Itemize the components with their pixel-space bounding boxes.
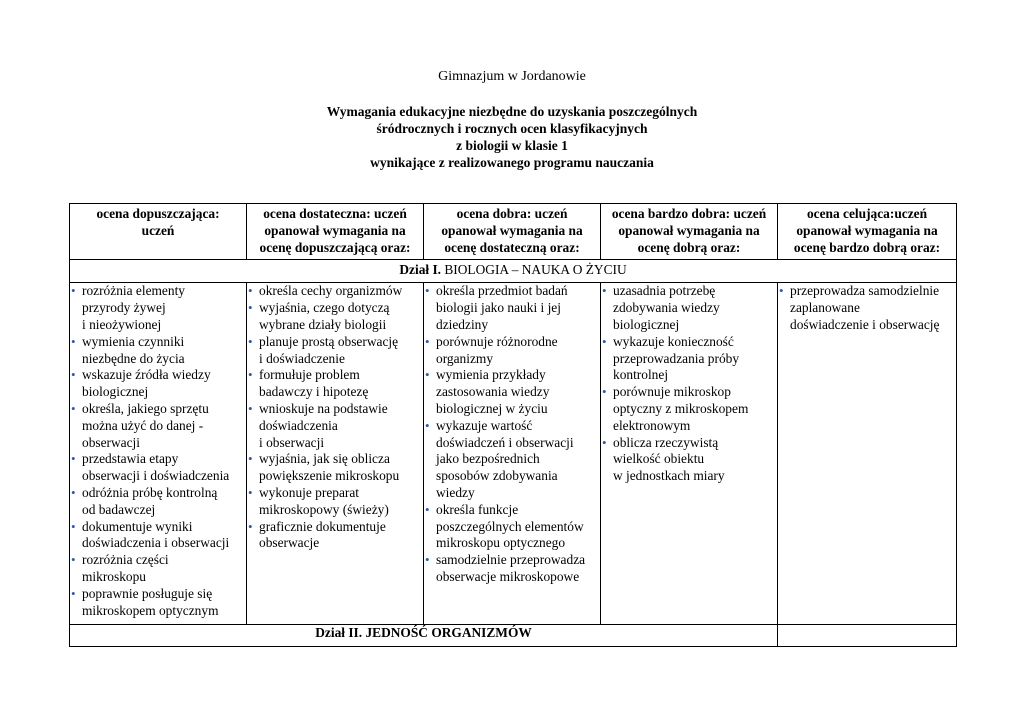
requirement-item: [247, 367, 423, 401]
requirement-text: uzasadnia potrzebę zdobywania wiedzy biologicznej: [613, 283, 720, 332]
bullet-icon: •: [71, 552, 76, 568]
bullet-icon: •: [71, 484, 76, 500]
bullet-icon: •: [71, 333, 76, 349]
requirements-cell-bardzo-dobra: [601, 283, 778, 625]
requirement-item: [601, 435, 777, 485]
requirement-text: porównuje mikroskop optyczny z mikroskopem elektronowym: [613, 384, 749, 433]
section-title-2: [70, 625, 778, 647]
requirement-text: wnioskuje na podstawie doświadczenia i obserwacji: [259, 400, 388, 450]
requirement-text: dokumentuje wyniki doświadczenia i obserwacji: [82, 518, 230, 551]
requirement-item: [70, 367, 246, 401]
requirements-list: [601, 283, 777, 485]
requirement-item: [424, 367, 600, 417]
requirement-item: [247, 401, 423, 451]
requirement-text: porównuje różnorodne organizmy: [436, 333, 558, 366]
bullet-icon: •: [248, 300, 253, 316]
section-title-text: BIOLOGIA – NAUKA O ŻYCIU: [444, 262, 627, 278]
bullet-icon: •: [425, 333, 430, 349]
requirements-list: [778, 283, 956, 333]
heading-line: śródrocznych i rocznych ocen klasyfikacyjnych: [376, 121, 648, 136]
requirement-item: [424, 334, 600, 368]
bullet-icon: •: [248, 400, 253, 416]
requirement-text: rozróżnia części mikroskopu: [82, 552, 169, 584]
section-title-1: [70, 260, 957, 283]
requirements-list: [70, 283, 246, 619]
bullet-icon: •: [248, 518, 253, 534]
requirement-text: wyjaśnia, czego dotyczą wybrane działy biologii: [259, 300, 390, 332]
requirement-text: przedstawia etapy obserwacji i doświadczenia: [82, 451, 230, 484]
header-row: [70, 204, 957, 260]
section-row: [70, 260, 957, 283]
bullet-icon: •: [248, 484, 253, 500]
section-prefix: Dział II.: [315, 625, 363, 641]
bullet-icon: •: [248, 283, 253, 299]
bullet-icon: •: [602, 434, 607, 450]
bullet-icon: •: [71, 283, 76, 299]
requirement-item: [70, 283, 246, 333]
requirement-text: oblicza rzeczywistą wielkość obiektu w jednostkach miary: [613, 434, 725, 484]
bullet-icon: •: [602, 333, 607, 349]
requirement-item: [424, 502, 600, 552]
column-header-bardzo-dobra: [601, 204, 778, 260]
requirement-text: wskazuje źródła wiedzy biologicznej: [82, 367, 211, 400]
requirement-text: określa, jakiego sprzętu można użyć do danej - obserwacji: [82, 400, 209, 450]
bullet-icon: •: [71, 451, 76, 467]
requirements-list: [424, 283, 600, 585]
column-header-dopuszczajaca: [70, 204, 247, 260]
requirements-list: [247, 283, 423, 552]
column-header-text: ocena dobra: uczeń opanował wymagania na ocenę dostateczną oraz:: [441, 206, 583, 255]
column-header-dostateczna: [247, 204, 424, 260]
requirement-item: [778, 283, 956, 333]
requirement-item: [247, 334, 423, 368]
requirement-item: [601, 384, 777, 434]
requirement-text: odróżnia próbę kontrolną od badawczej: [82, 484, 218, 517]
heading-line: z biologii w klasie 1: [456, 138, 568, 153]
column-header-text: ocena celująca:uczeń opanował wymagania na ocenę bardzo dobrą oraz:: [793, 206, 941, 255]
column-header-text: ocena dostateczna: uczeń opanował wymagania na ocenę dopuszczającą oraz:: [259, 206, 411, 255]
bullet-icon: •: [248, 333, 253, 349]
requirements-row: [70, 283, 957, 625]
requirement-text: formułuje problem badawczy i hipotezę: [259, 367, 369, 400]
requirement-item: [247, 519, 423, 553]
column-header-text: ocena dopuszczająca: uczeń: [96, 206, 220, 238]
heading-line: Wymagania edukacyjne niezbędne do uzyskania poszczególnych: [326, 104, 698, 119]
school-name: Gimnazjum w Jordanowie: [438, 69, 586, 84]
requirement-item: [424, 552, 600, 586]
column-header-dobra: [424, 204, 601, 260]
requirement-item: [601, 334, 777, 384]
requirement-text: wymienia przykłady zastosowania wiedzy biologicznej w życiu: [436, 367, 550, 416]
section-row: [70, 625, 957, 647]
bullet-icon: •: [71, 518, 76, 534]
requirement-item: [70, 451, 246, 485]
requirements-cell-dopuszczajaca: [70, 283, 247, 625]
bullet-icon: •: [425, 283, 430, 299]
bullet-icon: •: [425, 501, 430, 517]
requirement-item: [70, 519, 246, 553]
requirement-item: [247, 300, 423, 334]
requirement-text: wymienia czynniki niezbędne do życia: [82, 333, 185, 366]
bullet-icon: •: [71, 367, 76, 383]
requirement-item: [70, 334, 246, 368]
requirement-text: samodzielnie przeprowadza obserwacje mikroskopowe: [436, 552, 586, 584]
requirement-text: wykazuje wartość doświadczeń i obserwacji jako bezpośrednich sposobów zdobywania wiedzy: [436, 417, 574, 500]
bullet-icon: •: [779, 283, 784, 299]
requirements-table: [69, 203, 957, 647]
section-title-text: JEDNOŚĆ ORGANIZMÓW: [365, 625, 532, 641]
requirement-item: [247, 283, 423, 300]
requirement-text: przeprowadza samodzielnie zaplanowane doświadczenie i obserwację: [790, 283, 940, 332]
requirement-item: [424, 418, 600, 502]
requirement-item: [70, 401, 246, 451]
requirement-text: rozróżnia elementy przyrody żywej i nieożywionej: [82, 283, 185, 332]
requirements-cell-dostateczna: [247, 283, 424, 625]
requirement-item: [70, 485, 246, 519]
requirement-text: określa funkcje poszczególnych elementów mikroskopu optycznego: [436, 501, 584, 551]
requirement-item: [70, 586, 246, 620]
requirement-item: [247, 451, 423, 485]
requirement-item: [70, 552, 246, 586]
heading-line: wynikające z realizowanego programu nauczania: [370, 155, 654, 170]
requirement-text: graficznie dokumentuje obserwacje: [259, 518, 386, 551]
column-header-text: ocena bardzo dobra: uczeń opanował wymagania na ocenę dobrą oraz:: [611, 206, 767, 255]
empty-cell: [778, 625, 957, 647]
section-prefix: Dział I.: [399, 262, 442, 278]
requirement-text: poprawnie posługuje się mikroskopem optycznym: [82, 585, 219, 618]
requirement-item: [424, 283, 600, 333]
requirement-text: planuje prostą obserwację i doświadczenie: [259, 333, 399, 366]
bullet-icon: •: [71, 400, 76, 416]
requirement-text: określa przedmiot badań biologii jako nauki i jej dziedziny: [436, 283, 568, 332]
bullet-icon: •: [425, 367, 430, 383]
requirements-cell-dobra: [424, 283, 601, 625]
bullet-icon: •: [71, 585, 76, 601]
requirement-item: [247, 485, 423, 519]
requirements-cell-celujaca: [778, 283, 957, 625]
requirement-text: wykonuje preparat mikroskopowy (świeży): [259, 484, 389, 517]
bullet-icon: •: [248, 451, 253, 467]
requirement-text: wyjaśnia, jak się oblicza powiększenie mikroskopu: [259, 451, 400, 484]
bullet-icon: •: [248, 367, 253, 383]
document-heading: [0, 103, 1024, 171]
column-header-celujaca: [778, 204, 957, 260]
bullet-icon: •: [425, 552, 430, 568]
requirement-text: określa cechy organizmów: [259, 283, 403, 299]
bullet-icon: •: [602, 283, 607, 299]
bullet-icon: •: [425, 417, 430, 433]
bullet-icon: •: [602, 384, 607, 400]
requirement-text: wykazuje konieczność przeprowadzania próby kontrolnej: [613, 333, 740, 383]
requirement-item: [601, 283, 777, 333]
